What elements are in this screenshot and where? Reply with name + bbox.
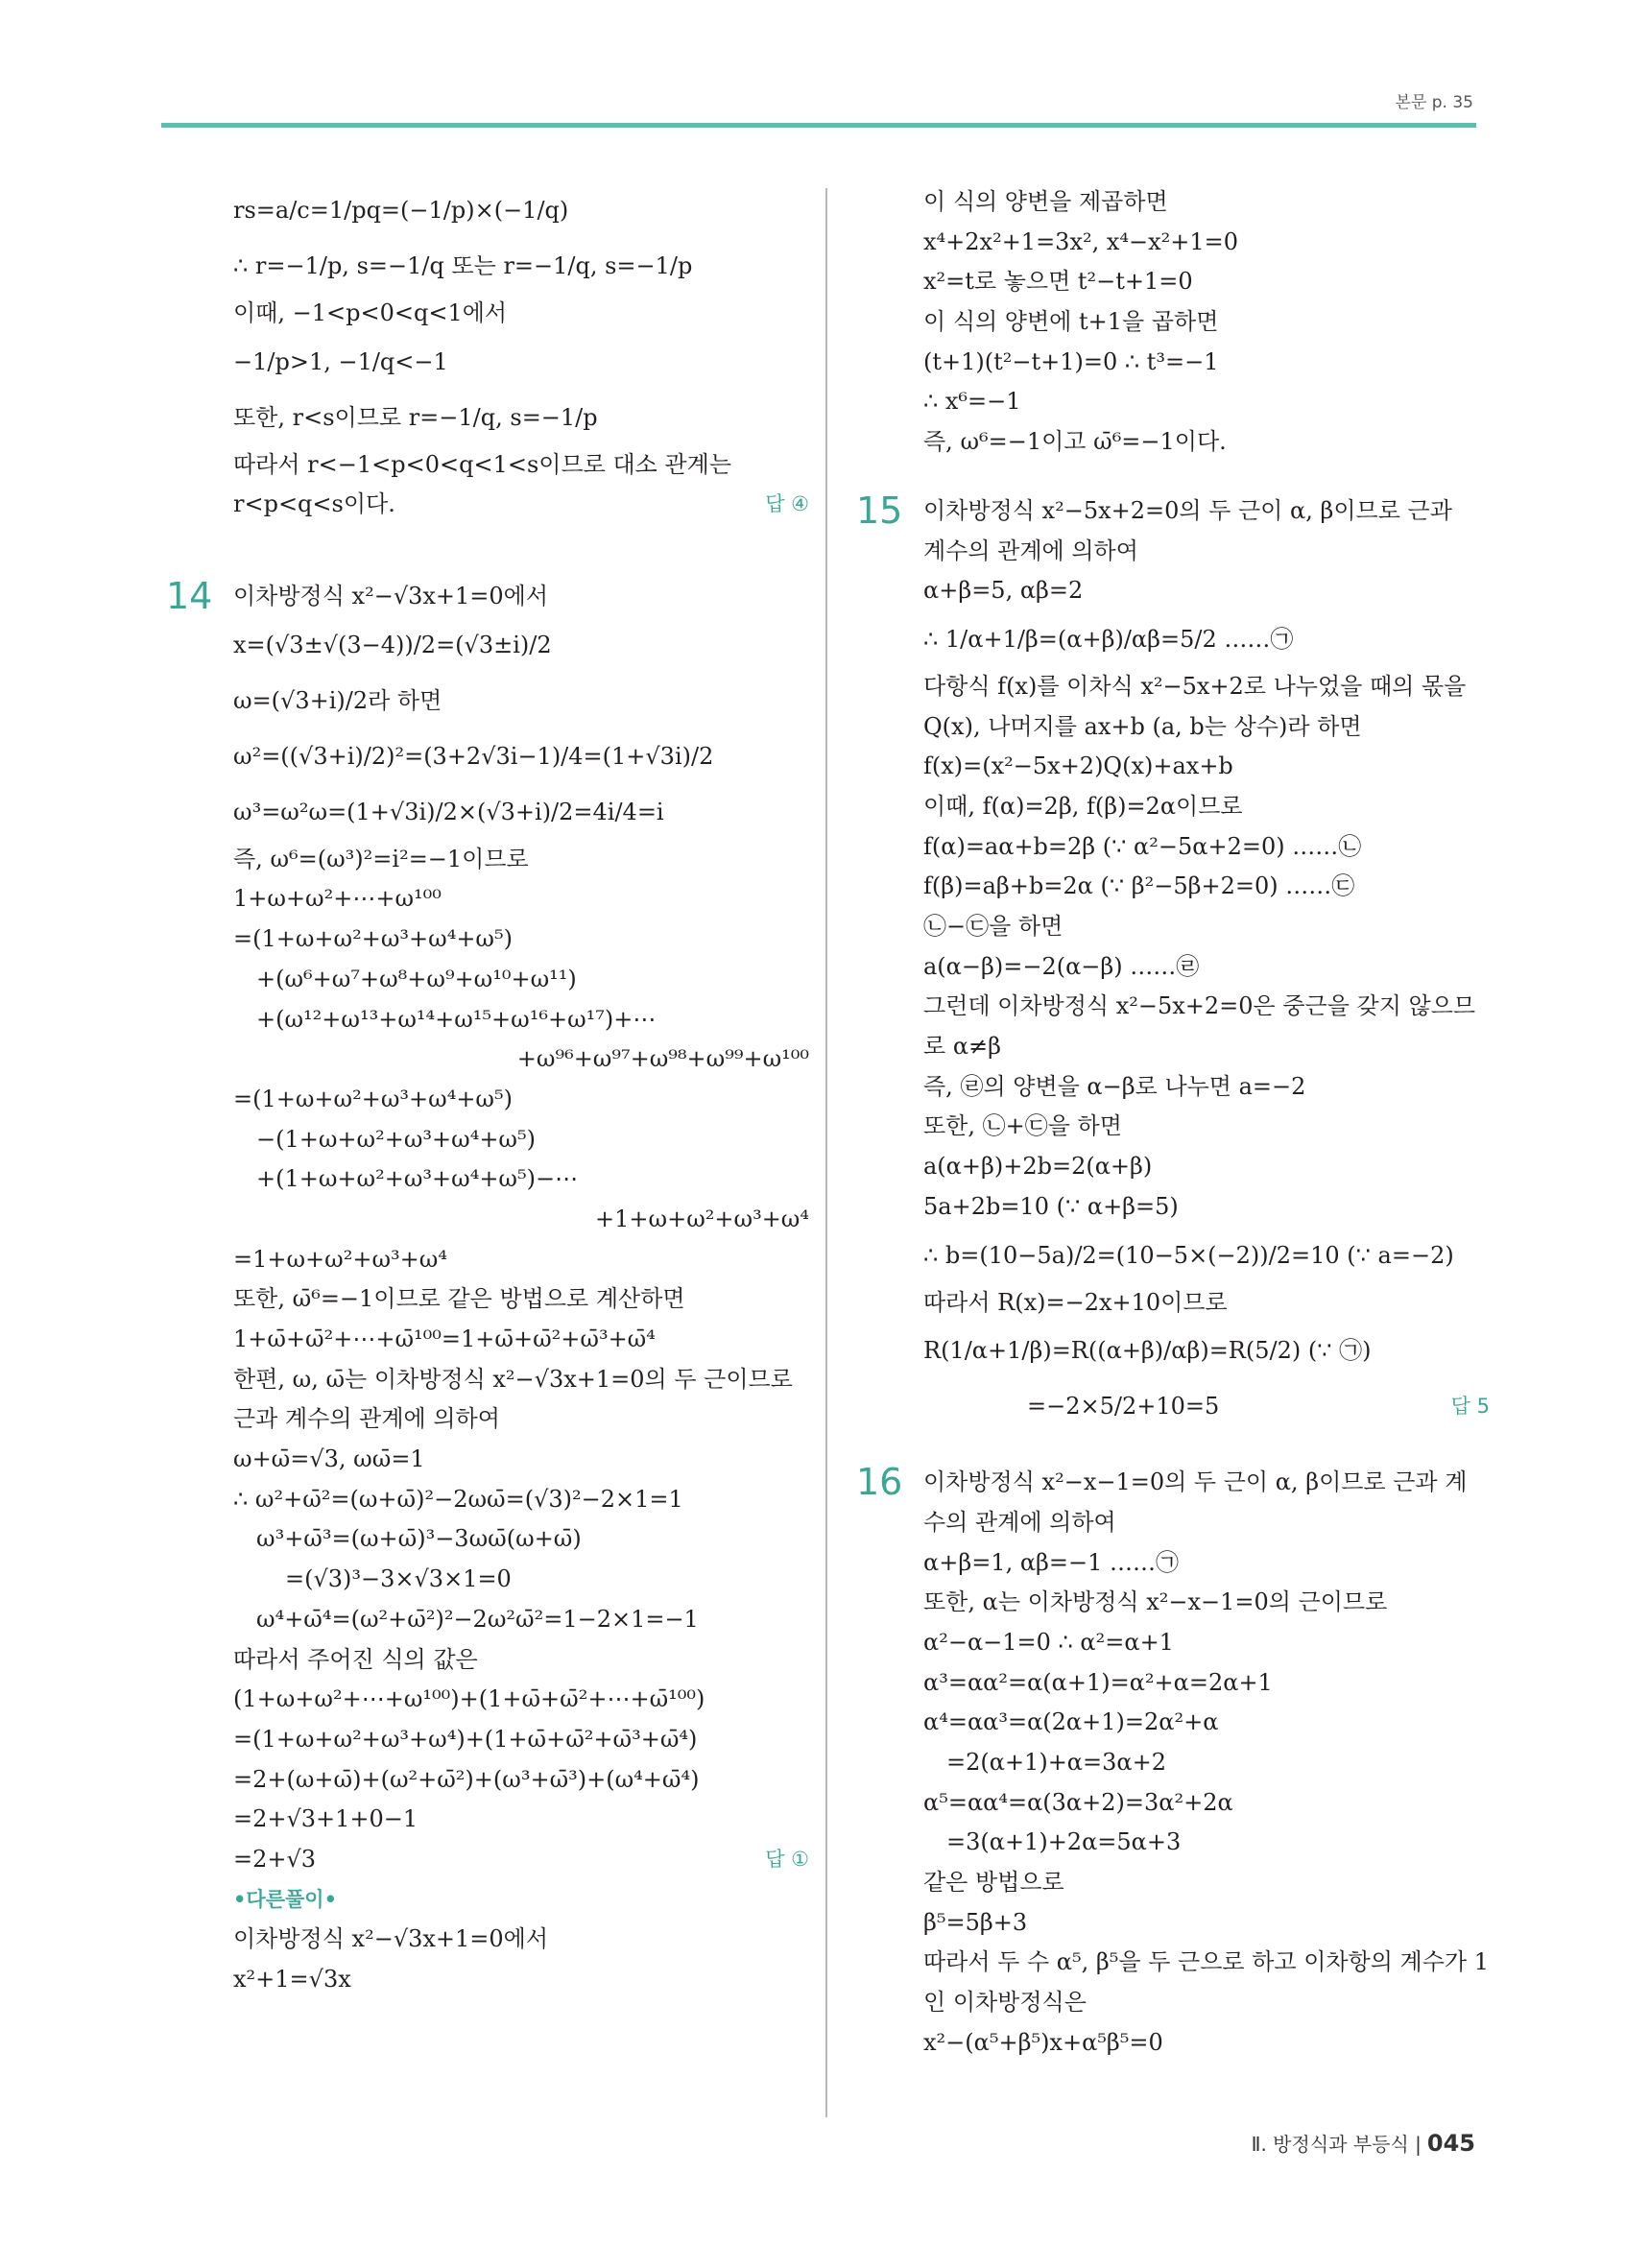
math-text: 따라서 두 수 α⁵, β⁵을 두 근으로 하고 이차항의 계수가 1 <box>923 1948 1490 1976</box>
math-line <box>233 1560 809 1600</box>
math-text: 또한, ω̄⁶=−1이므로 같은 방법으로 계산하면 <box>233 1285 685 1313</box>
math-line <box>923 262 1490 302</box>
math-text: 한편, ω, ω̄는 이차방정식 x²−√3x+1=0의 두 근이므로 <box>233 1365 793 1393</box>
header-rule <box>161 123 1476 128</box>
math-line <box>233 879 809 919</box>
math-text: +ω⁹⁶+ω⁹⁷+ω⁹⁸+ω⁹⁹+ω¹⁰⁰ <box>516 1045 809 1073</box>
math-line <box>923 1623 1490 1663</box>
math-text: =2+√3+1+0−1 <box>233 1805 418 1833</box>
math-text: 근과 계수의 관계에 의하여 <box>233 1405 500 1433</box>
math-line <box>233 294 809 334</box>
math-line <box>233 673 809 728</box>
math-line <box>233 1240 809 1280</box>
math-text: 이때, −1<p<0<q<1에서 <box>233 299 508 326</box>
math-text: ∴ r=−1/p, s=−1/q 또는 r=−1/q, s=−1/p <box>233 252 693 279</box>
math-text: ω³=ω²ω=(1+√3i)/2×(√3+i)/2=4i/4=i <box>233 798 664 825</box>
math-line <box>923 571 1490 611</box>
math-text: =(1+ω+ω²+ω³+ω⁴+ω⁵) <box>233 1085 513 1112</box>
math-line <box>923 1107 1490 1147</box>
math-text: (1+ω+ω²+⋯+ω¹⁰⁰)+(1+ω̄+ω̄²+⋯+ω̄¹⁰⁰) <box>233 1685 705 1713</box>
math-text: 즉, ω⁶=(ω³)²=i²=−1이므로 <box>233 845 529 872</box>
math-text: α+β=1, αβ=−1 ……㉠ <box>923 1548 1180 1576</box>
math-line <box>233 238 809 294</box>
math-text: 다항식 f(x)를 이차식 x²−5x+2로 나누었을 때의 몫을 <box>923 672 1467 700</box>
math-text: 이차방정식 x²−5x+2=0의 두 근이 α, β이므로 근과 <box>923 496 1452 524</box>
math-line <box>233 1039 809 1080</box>
math-text: 1+ω̄+ω̄²+⋯+ω̄¹⁰⁰=1+ω̄+ω̄²+ω̄³+ω̄⁴ <box>233 1325 656 1352</box>
math-text: 그런데 이차방정식 x²−5x+2=0은 중근을 갖지 않으므 <box>923 992 1476 1020</box>
right-column <box>856 182 1490 2064</box>
math-line <box>233 840 809 880</box>
math-line <box>923 1583 1490 1623</box>
math-text: 이차방정식 x²−√3x+1=0에서 <box>233 1925 549 1953</box>
math-line <box>233 728 809 784</box>
footer-section: Ⅱ. 방정식과 부등식 | <box>1251 2133 1422 2156</box>
math-line <box>923 1823 1490 1863</box>
math-text: =2+(ω+ω̄)+(ω²+ω̄²)+(ω³+ω̄³)+(ω⁴+ω̄⁴) <box>233 1765 700 1793</box>
math-line <box>233 182 809 238</box>
math-text: 이차방정식 x²−x−1=0의 두 근이 α, β이므로 근과 계 <box>923 1468 1468 1496</box>
math-text: =2(α+1)+α=3α+2 <box>946 1749 1166 1776</box>
math-line <box>233 1920 809 1960</box>
math-line <box>233 1640 809 1681</box>
math-text: 즉, ㉣의 양변을 α−β로 나누면 a=−2 <box>923 1072 1306 1100</box>
answer-label: 답 ① <box>765 1847 809 1871</box>
math-line <box>923 611 1490 667</box>
math-line <box>923 532 1490 572</box>
math-line <box>923 422 1490 463</box>
math-text: α⁴=αα³=α(2α+1)=2α²+α <box>923 1708 1219 1736</box>
math-text: ω⁴+ω̄⁴=(ω²+ω̄²)²−2ω²ω̄²=1−2×1=−1 <box>256 1605 699 1633</box>
math-line <box>923 787 1490 827</box>
math-text: 따라서 R(x)=−2x+10이므로 <box>923 1288 1228 1316</box>
math-line <box>923 1863 1490 1903</box>
math-line <box>233 1800 809 1840</box>
math-line <box>923 1283 1490 1324</box>
math-line <box>233 1320 809 1360</box>
math-line <box>923 707 1490 748</box>
math-text: ∴ x⁶=−1 <box>923 388 1021 416</box>
math-text: x²−(α⁵+β⁵)x+α⁵β⁵=0 <box>923 2028 1163 2056</box>
math-line <box>923 223 1490 263</box>
math-line <box>923 1943 1490 1983</box>
math-line <box>923 667 1490 707</box>
problem-number: 15 <box>856 489 903 532</box>
math-line <box>856 489 1490 532</box>
spacer <box>923 1434 1490 1463</box>
math-line <box>923 1187 1490 1228</box>
math-text: +(ω⁶+ω⁷+ω⁸+ω⁹+ω¹⁰+ω¹¹) <box>256 965 577 992</box>
math-text: 이 식의 양변에 t+1을 곱하면 <box>923 308 1219 336</box>
math-line <box>923 1783 1490 1824</box>
math-text: 이차방정식 x²−√3x+1=0에서 <box>233 583 549 610</box>
math-text: 1+ω+ω²+⋯+ω¹⁰⁰ <box>233 885 442 913</box>
math-line <box>233 1680 809 1720</box>
math-text: ∴ b=(10−5a)/2=(10−5×(−2))/2=10 (∵ a=−2) <box>923 1241 1454 1269</box>
math-line <box>923 1323 1490 1378</box>
math-text: ω³+ω̄³=(ω+ω̄)³−3ωω̄(ω+ω̄) <box>256 1525 582 1553</box>
math-text: =3(α+1)+2α=5α+3 <box>946 1828 1182 1856</box>
math-line <box>923 1067 1490 1108</box>
math-line <box>923 302 1490 343</box>
math-line <box>923 1147 1490 1187</box>
math-text: f(α)=aα+b=2β (∵ α²−5α+2=0) ……㉡ <box>923 832 1362 860</box>
math-line <box>923 1543 1490 1584</box>
math-line <box>233 1600 809 1640</box>
math-line <box>856 1461 1490 1504</box>
left-column <box>166 182 809 2000</box>
math-text: α²−α−1=0 ∴ α²=α+1 <box>923 1628 1174 1656</box>
math-text: =−2×5/2+10=5 <box>1027 1393 1220 1420</box>
math-line <box>923 1503 1490 1543</box>
math-line <box>923 747 1490 787</box>
math-text: =1+ω+ω²+ω³+ω⁴ <box>233 1245 447 1273</box>
math-line <box>923 1663 1490 1704</box>
math-text: x⁴+2x²+1=3x², x⁴−x²+1=0 <box>923 227 1239 255</box>
problem-number: 14 <box>166 575 213 618</box>
math-text: =2+√3 <box>233 1845 317 1873</box>
spacer <box>923 463 1490 491</box>
math-text: ㉡−㉢을 하면 <box>923 913 1063 940</box>
math-line <box>233 617 809 673</box>
math-line <box>233 445 809 486</box>
math-text: x=(√3±√(3−4))/2=(√3±i)/2 <box>233 631 552 658</box>
math-text: =(√3)³−3×√3×1=0 <box>285 1565 512 1593</box>
math-text: α+β=5, αβ=2 <box>923 577 1084 605</box>
math-line <box>233 1840 809 1880</box>
alt-solution-label: •다른풀이• <box>233 1887 337 1911</box>
math-line <box>923 1703 1490 1743</box>
math-text: 즉, ω⁶=−1이고 ω̄⁶=−1이다. <box>923 428 1227 456</box>
math-text: R(1/α+1/β)=R((α+β)/αβ)=R(5/2) (∵ ㉠) <box>923 1337 1372 1365</box>
math-text: −1/p>1, −1/q<−1 <box>233 347 448 375</box>
math-text: Q(x), 나머지를 ax+b (a, b는 상수)라 하면 <box>923 712 1362 740</box>
math-line <box>233 1200 809 1240</box>
math-text: ω²=((√3+i)/2)²=(3+2√3i−1)/4=(1+√3i)/2 <box>233 742 714 770</box>
math-text: α³=αα²=α(α+1)=α²+α=2α+1 <box>923 1668 1273 1696</box>
math-text: r<p<q<s이다. <box>233 490 395 518</box>
math-line <box>233 485 809 525</box>
page-reference: 본문 p. 35 <box>1395 93 1473 112</box>
math-text: rs=a/c=1/pq=(−1/p)×(−1/q) <box>233 197 569 224</box>
math-text: ∴ 1/α+1/β=(α+β)/αβ=5/2 ……㉠ <box>923 625 1294 653</box>
math-text: β⁵=5β+3 <box>923 1908 1028 1936</box>
math-line <box>923 2023 1490 2064</box>
math-line <box>233 1159 809 1200</box>
math-line <box>233 1760 809 1801</box>
math-text: +(1+ω+ω²+ω³+ω⁴+ω⁵)−⋯ <box>256 1165 579 1193</box>
math-line <box>923 343 1490 383</box>
math-line <box>233 1960 809 2000</box>
math-line <box>233 1480 809 1520</box>
answer-label: 답 5 <box>1450 1395 1490 1419</box>
math-line <box>923 867 1490 907</box>
math-text: (t+1)(t²−t+1)=0 ∴ t³=−1 <box>923 347 1219 375</box>
math-line <box>923 182 1490 223</box>
math-text: ω+ω̄=√3, ωω̄=1 <box>233 1445 425 1473</box>
math-line <box>233 1440 809 1480</box>
math-line <box>923 987 1490 1027</box>
math-line <box>923 827 1490 868</box>
math-text: −(1+ω+ω²+ω³+ω⁴+ω⁵) <box>256 1125 536 1153</box>
math-text: 또한, r<s이므로 r=−1/q, s=−1/p <box>233 403 598 431</box>
math-line <box>923 382 1490 422</box>
math-text: f(β)=aβ+b=2α (∵ β²−5β+2=0) ……㉢ <box>923 872 1355 900</box>
math-line <box>233 1720 809 1760</box>
math-text: 5a+2b=10 (∵ α+β=5) <box>923 1192 1179 1220</box>
math-text: ω=(√3+i)/2라 하면 <box>233 686 442 714</box>
math-line <box>233 1080 809 1120</box>
spacer <box>233 525 809 577</box>
math-line <box>233 1000 809 1040</box>
math-line <box>233 784 809 840</box>
math-text: 계수의 관계에 의하여 <box>923 537 1138 564</box>
math-line <box>923 907 1490 947</box>
math-text: a(α+β)+2b=2(α+β) <box>923 1153 1153 1181</box>
math-text: α⁵=αα⁴=α(3α+2)=3α²+2α <box>923 1788 1233 1816</box>
math-text: 같은 방법으로 <box>923 1869 1064 1897</box>
math-line <box>923 1228 1490 1283</box>
math-line <box>923 1983 1490 2023</box>
math-line <box>233 919 809 960</box>
math-text: =(1+ω+ω²+ω³+ω⁴+ω⁵) <box>233 925 513 953</box>
math-line <box>923 1378 1490 1434</box>
math-text: x²=t로 놓으면 t²−t+1=0 <box>923 268 1193 296</box>
column-divider <box>825 188 827 2117</box>
math-line <box>233 1399 809 1440</box>
math-line <box>233 1360 809 1400</box>
math-text: +(ω¹²+ω¹³+ω¹⁴+ω¹⁵+ω¹⁶+ω¹⁷)+⋯ <box>256 1005 657 1033</box>
math-line <box>233 960 809 1000</box>
page-number: 045 <box>1426 2130 1475 2157</box>
math-text: x²+1=√3x <box>233 1966 351 1993</box>
math-line <box>923 1903 1490 1944</box>
math-text: 따라서 r<−1<p<0<q<1<s이므로 대소 관계는 <box>233 450 731 478</box>
math-line <box>166 575 809 618</box>
math-text: 따라서 주어진 식의 값은 <box>233 1645 478 1673</box>
math-text: 또한, ㉡+㉢을 하면 <box>923 1112 1122 1140</box>
answer-label: 답 ④ <box>765 492 809 516</box>
math-line <box>233 1519 809 1560</box>
math-text: 이 식의 양변을 제곱하면 <box>923 188 1168 215</box>
problem-number: 16 <box>856 1461 903 1504</box>
math-text: f(x)=(x²−5x+2)Q(x)+ax+b <box>923 752 1233 780</box>
math-text: 또한, α는 이차방정식 x²−x−1=0의 근이므로 <box>923 1588 1388 1616</box>
page-footer <box>1252 2129 1475 2157</box>
math-line <box>233 1279 809 1320</box>
math-line <box>233 1120 809 1160</box>
math-text: 수의 관계에 의하여 <box>923 1508 1116 1536</box>
math-text: ∴ ω²+ω̄²=(ω+ω̄)²−2ωω̄=(√3)²−2×1=1 <box>233 1485 683 1513</box>
math-line <box>923 947 1490 988</box>
math-line <box>233 390 809 445</box>
math-text: 인 이차방정식은 <box>923 1989 1087 2017</box>
math-text: 로 α≠β <box>923 1033 1002 1061</box>
math-text: a(α−β)=−2(α−β) ……㉣ <box>923 952 1200 980</box>
math-text: =(1+ω+ω²+ω³+ω⁴)+(1+ω̄+ω̄²+ω̄³+ω̄⁴) <box>233 1725 698 1753</box>
math-line <box>233 334 809 390</box>
math-line <box>923 1743 1490 1783</box>
math-text: 이때, f(α)=2β, f(β)=2α이므로 <box>923 792 1243 820</box>
math-text: +1+ω+ω²+ω³+ω⁴ <box>595 1205 809 1232</box>
math-line <box>923 1027 1490 1067</box>
